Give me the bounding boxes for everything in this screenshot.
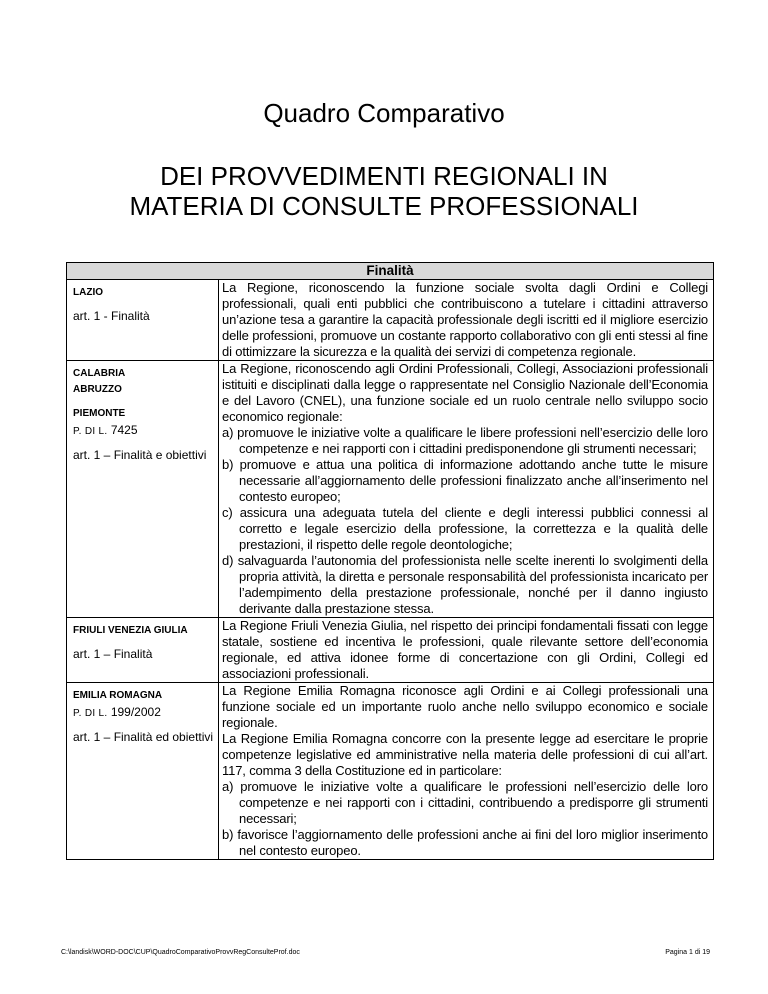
law-prefix: P. DI L. — [73, 426, 108, 437]
table-row — [67, 618, 714, 683]
region-name: LAZIO — [73, 287, 103, 298]
law-number: 7425 — [110, 423, 138, 437]
subtitle-line: DEI PROVVEDIMENTI REGIONALI IN — [160, 161, 608, 191]
list-item: d) salvaguarda l’autonomia del professionista nelle scelte inerenti lo svolgimenti della propria attività, la diretta e personale responsabilità del professionista incaricato per l’adempimento della prestazione professionale, nonché per il danno ingiusto derivante dalla prestazione stessa. — [222, 553, 709, 616]
region-cell — [67, 683, 219, 860]
article-ref: art. 1 – Finalità — [73, 647, 153, 661]
region-cell — [67, 361, 219, 618]
footer-file-path: C:\landisk\WORD-DOC\CUP\QuadroComparativoProvvRegConsulteProf.doc — [61, 949, 300, 956]
region-cell — [67, 280, 219, 361]
law-prefix: P. DI L. — [73, 708, 108, 719]
comparison-table — [66, 262, 714, 860]
paragraph: La Regione Emilia Romagna riconosce agli Ordini e ai Collegi professionali una funzione sociale ed un importante ruolo anche nello sviluppo economico e sociale regionale. — [222, 683, 709, 730]
text-cell — [219, 280, 714, 361]
law-reference — [73, 423, 214, 439]
article-ref: art. 1 – Finalità e obiettivi — [73, 448, 207, 462]
paragraph: La Regione Emilia Romagna concorre con la presente legge ad esercitare le proprie competenze legislative ed amministrative nella materia delle professioni di cui all’art. 117, comma 3 della Costituzione ed in particolare: — [222, 731, 709, 778]
article-ref: art. 1 - Finalità — [73, 309, 150, 323]
region-name: FRIULI VENEZIA GIULIA — [73, 625, 188, 636]
table-row — [67, 280, 714, 361]
region-name: ABRUZZO — [73, 384, 122, 395]
list-item: b) promuove e attua una politica di informazione adottando anche tutte le misure necessarie all’aggiornamento delle professioni finalizzato anche all’inserimento nel contesto europeo; — [222, 457, 709, 504]
table-row — [67, 361, 714, 618]
text-cell — [219, 683, 714, 860]
paragraph: La Regione, riconoscendo la funzione sociale svolta dagli Ordini e Collegi professionali, quali enti pubblici che contribuiscono a tutelare i cittadini attraverso un’azione tesa a garantire la capacità professionale degli iscritti ed il migliore esercizio delle professioni, promuove un costante rapporto collaborativo con gli enti stessi al fine di ottimizzare la sicurezza e la qualità dei servizi di competenza regionale. — [222, 280, 709, 359]
list-item: b) favorisce l’aggiornamento delle professioni anche ai fini del loro miglior inserimento nel contesto europeo. — [222, 827, 709, 858]
document-title: Quadro Comparativo — [263, 98, 505, 128]
footer-page-number: Pagina 1 di 19 — [665, 949, 710, 956]
document-subtitle — [60, 161, 708, 221]
paragraph: La Regione Friuli Venezia Giulia, nel rispetto dei principi fondamentali fissati con legge statale, sostiene ed incentiva le professioni, quale rilevante settore dell’economia regionale, ed attiva idonee forme di concertazione con gli Ordini, Collegi ed associazioni professionali. — [222, 618, 709, 681]
list-item: a) promuove le iniziative volte a qualificare le professioni nell’esercizio delle loro competenze e nei rapporti con i cittadini, contribuendo a predisporre gli strumenti necessari; — [222, 779, 709, 826]
item-list — [222, 425, 708, 617]
region-name: EMILIA ROMAGNA — [73, 690, 163, 701]
text-cell — [219, 361, 714, 618]
region-cell — [67, 618, 219, 683]
law-number: 199/2002 — [110, 705, 161, 719]
item-list — [222, 779, 708, 859]
table-row — [67, 683, 714, 860]
region-name: PIEMONTE — [73, 408, 126, 419]
law-reference — [73, 705, 214, 721]
text-cell — [219, 618, 714, 683]
subtitle-line: MATERIA DI CONSULTE PROFESSIONALI — [129, 191, 639, 221]
list-item: a) promuove le iniziative volte a qualificare le libere professioni nell’esercizio delle loro competenze e nei rapporti con i cittadini predisponendone gli strumenti necessari; — [222, 425, 709, 456]
paragraph: La Regione, riconoscendo agli Ordini Professionali, Collegi, Associazioni professionali istituiti e disciplinati dalla legge o rappresentate nel Consiglio Nazionale dell’Economia e del Lavoro (CNEL), una funzione sociale ed un ruolo centrale nello sviluppo socio economico regionale: — [222, 361, 709, 424]
list-item: c) assicura una adeguata tutela del cliente e degli interessi pubblici connessi al corretto e legale esercizio della professione, la correttezza e la qualità delle prestazioni, il rispetto delle regole deontologiche; — [222, 505, 709, 552]
table-header: Finalità — [67, 263, 714, 280]
article-ref: art. 1 – Finalità ed obiettivi — [73, 730, 214, 744]
region-name: CALABRIA — [73, 368, 126, 379]
